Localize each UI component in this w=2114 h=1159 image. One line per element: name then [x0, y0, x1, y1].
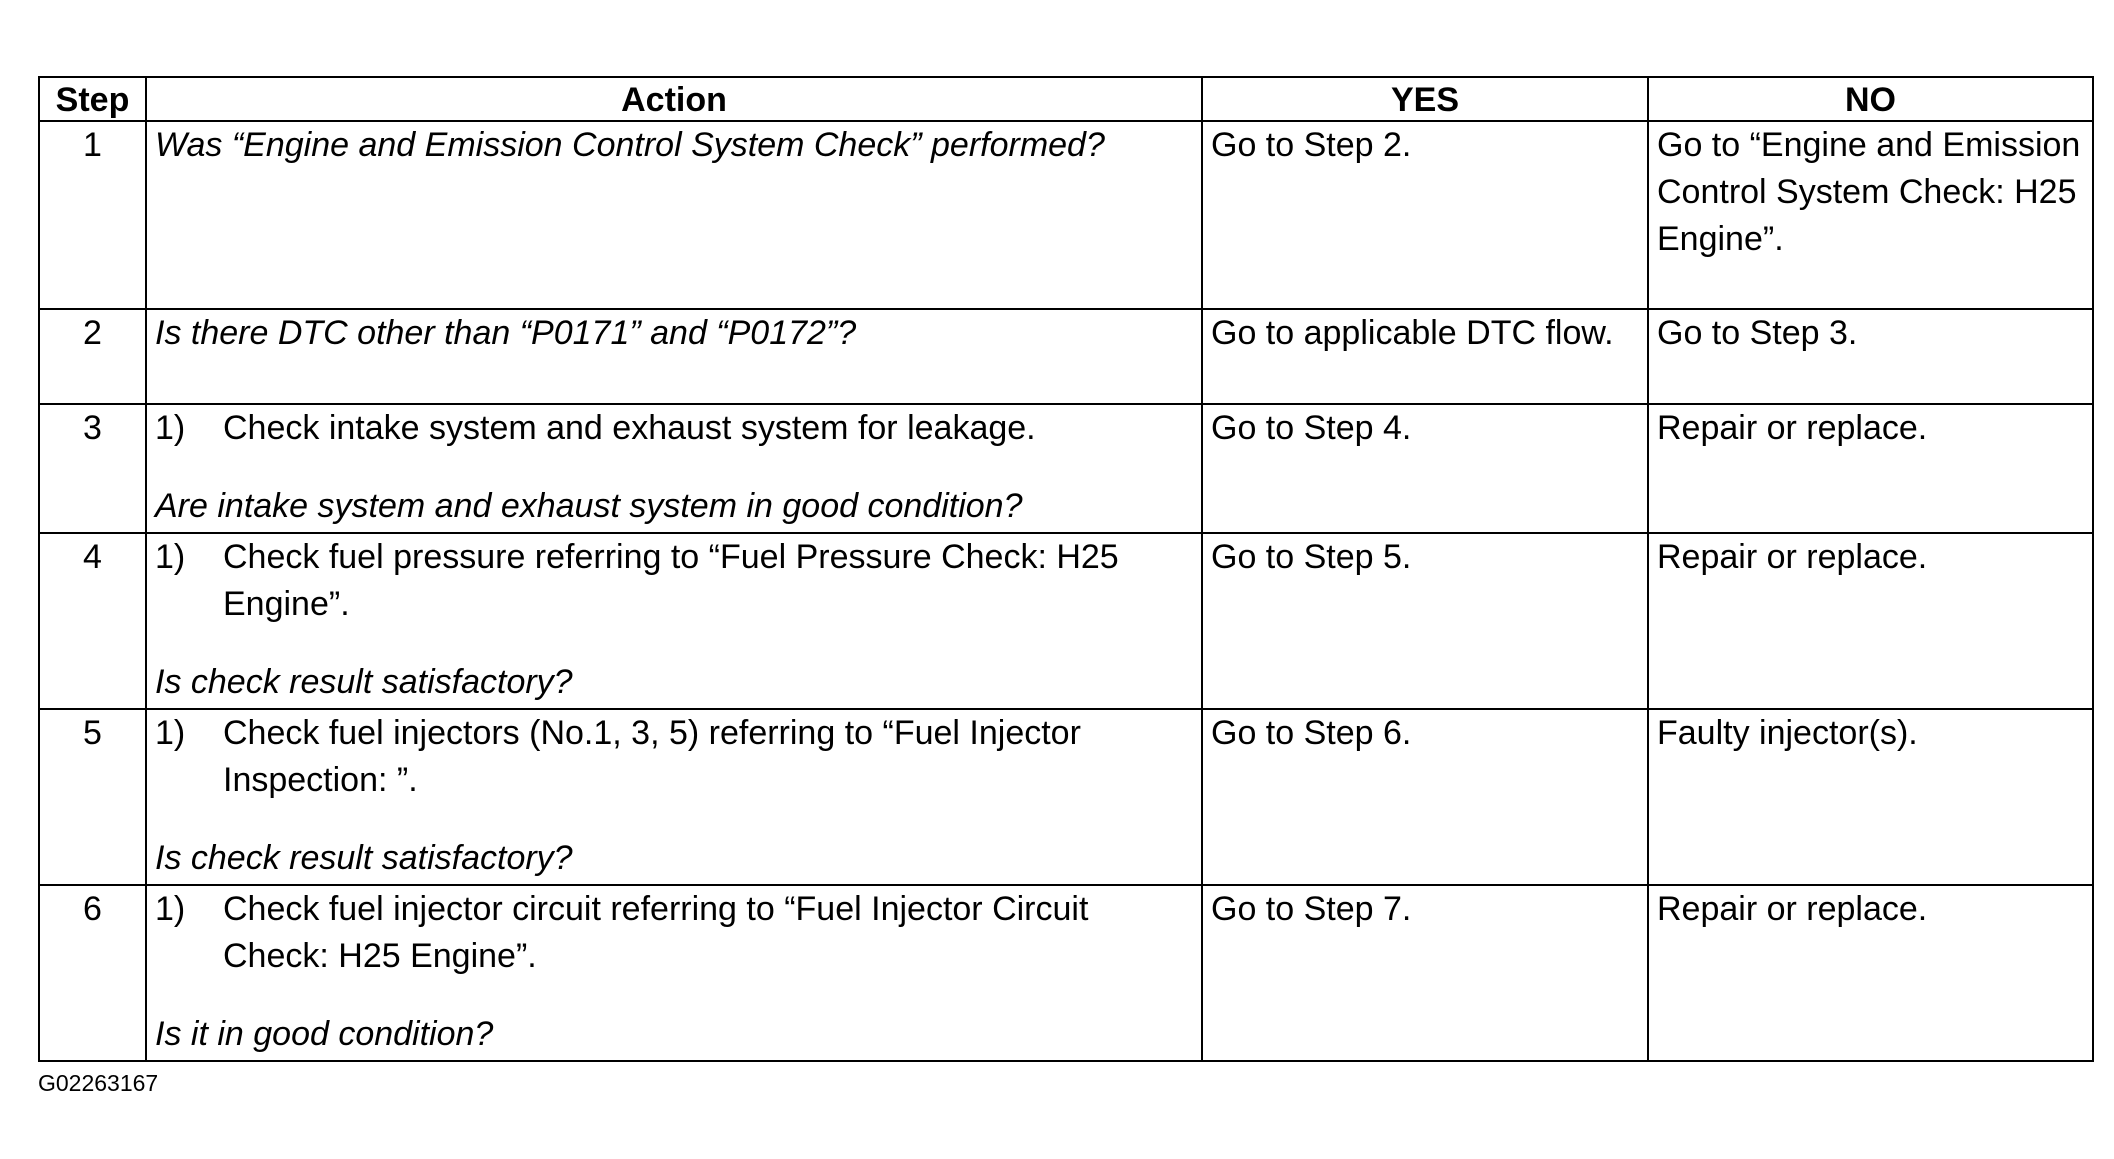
check-item-number: 1) [155, 409, 186, 447]
yes-cell: Go to Step 5. [1202, 533, 1648, 709]
diagnostic-flow-table [38, 76, 2094, 1062]
header-yes: YES [1202, 77, 1648, 121]
table-row [39, 885, 2093, 1061]
no-cell: Faulty injector(s). [1648, 709, 2093, 885]
check-item-text: Check fuel pressure referring to “Fuel Pressure Check: H25 Engine”. [223, 538, 1119, 623]
check-item-number: 1) [155, 538, 186, 576]
action-check-item [155, 886, 1193, 980]
action-question: Is check result satisfactory? [155, 839, 573, 877]
step-number: 3 [39, 404, 146, 533]
action-question: Was “Engine and Emission Control System Check” performed? [155, 126, 1105, 164]
action-cell [146, 309, 1202, 404]
check-item-text: Check intake system and exhaust system for leakage. [223, 409, 1036, 447]
check-item-number: 1) [155, 714, 186, 752]
yes-cell: Go to Step 6. [1202, 709, 1648, 885]
figure-id-label: G02263167 [38, 1070, 159, 1096]
no-cell: Go to “Engine and Emission Control System Check: H25 Engine”. [1648, 121, 2093, 309]
action-check-item [155, 710, 1193, 804]
step-number: 2 [39, 309, 146, 404]
table-row [39, 404, 2093, 533]
action-cell [146, 709, 1202, 885]
action-check-item [155, 405, 1193, 452]
yes-cell: Go to Step 7. [1202, 885, 1648, 1061]
table-row [39, 533, 2093, 709]
step-number: 6 [39, 885, 146, 1061]
no-cell: Repair or replace. [1648, 404, 2093, 533]
action-question: Is check result satisfactory? [155, 663, 573, 701]
header-step: Step [39, 77, 146, 121]
yes-cell: Go to Step 2. [1202, 121, 1648, 309]
table-row [39, 709, 2093, 885]
action-question: Is it in good condition? [155, 1015, 494, 1053]
no-cell: Repair or replace. [1648, 533, 2093, 709]
step-number: 4 [39, 533, 146, 709]
action-cell [146, 533, 1202, 709]
yes-cell: Go to applicable DTC flow. [1202, 309, 1648, 404]
step-number: 1 [39, 121, 146, 309]
action-check-item [155, 534, 1193, 628]
action-cell [146, 404, 1202, 533]
step-number: 5 [39, 709, 146, 885]
check-item-text: Check fuel injectors (No.1, 3, 5) referring to “Fuel Injector Inspection: ”. [223, 714, 1081, 799]
no-cell: Go to Step 3. [1648, 309, 2093, 404]
no-cell: Repair or replace. [1648, 885, 2093, 1061]
check-item-number: 1) [155, 890, 186, 928]
yes-cell: Go to Step 4. [1202, 404, 1648, 533]
table-row [39, 121, 2093, 309]
header-no: NO [1648, 77, 2093, 121]
header-action: Action [146, 77, 1202, 121]
check-item-text: Check fuel injector circuit referring to “Fuel Injector Circuit Check: H25 Engine”. [223, 890, 1089, 975]
table-row [39, 309, 2093, 404]
action-cell [146, 885, 1202, 1061]
action-cell [146, 121, 1202, 309]
table-header-row [39, 77, 2093, 121]
action-question: Is there DTC other than “P0171” and “P0172”? [155, 314, 857, 352]
action-question: Are intake system and exhaust system in good condition? [155, 487, 1023, 525]
